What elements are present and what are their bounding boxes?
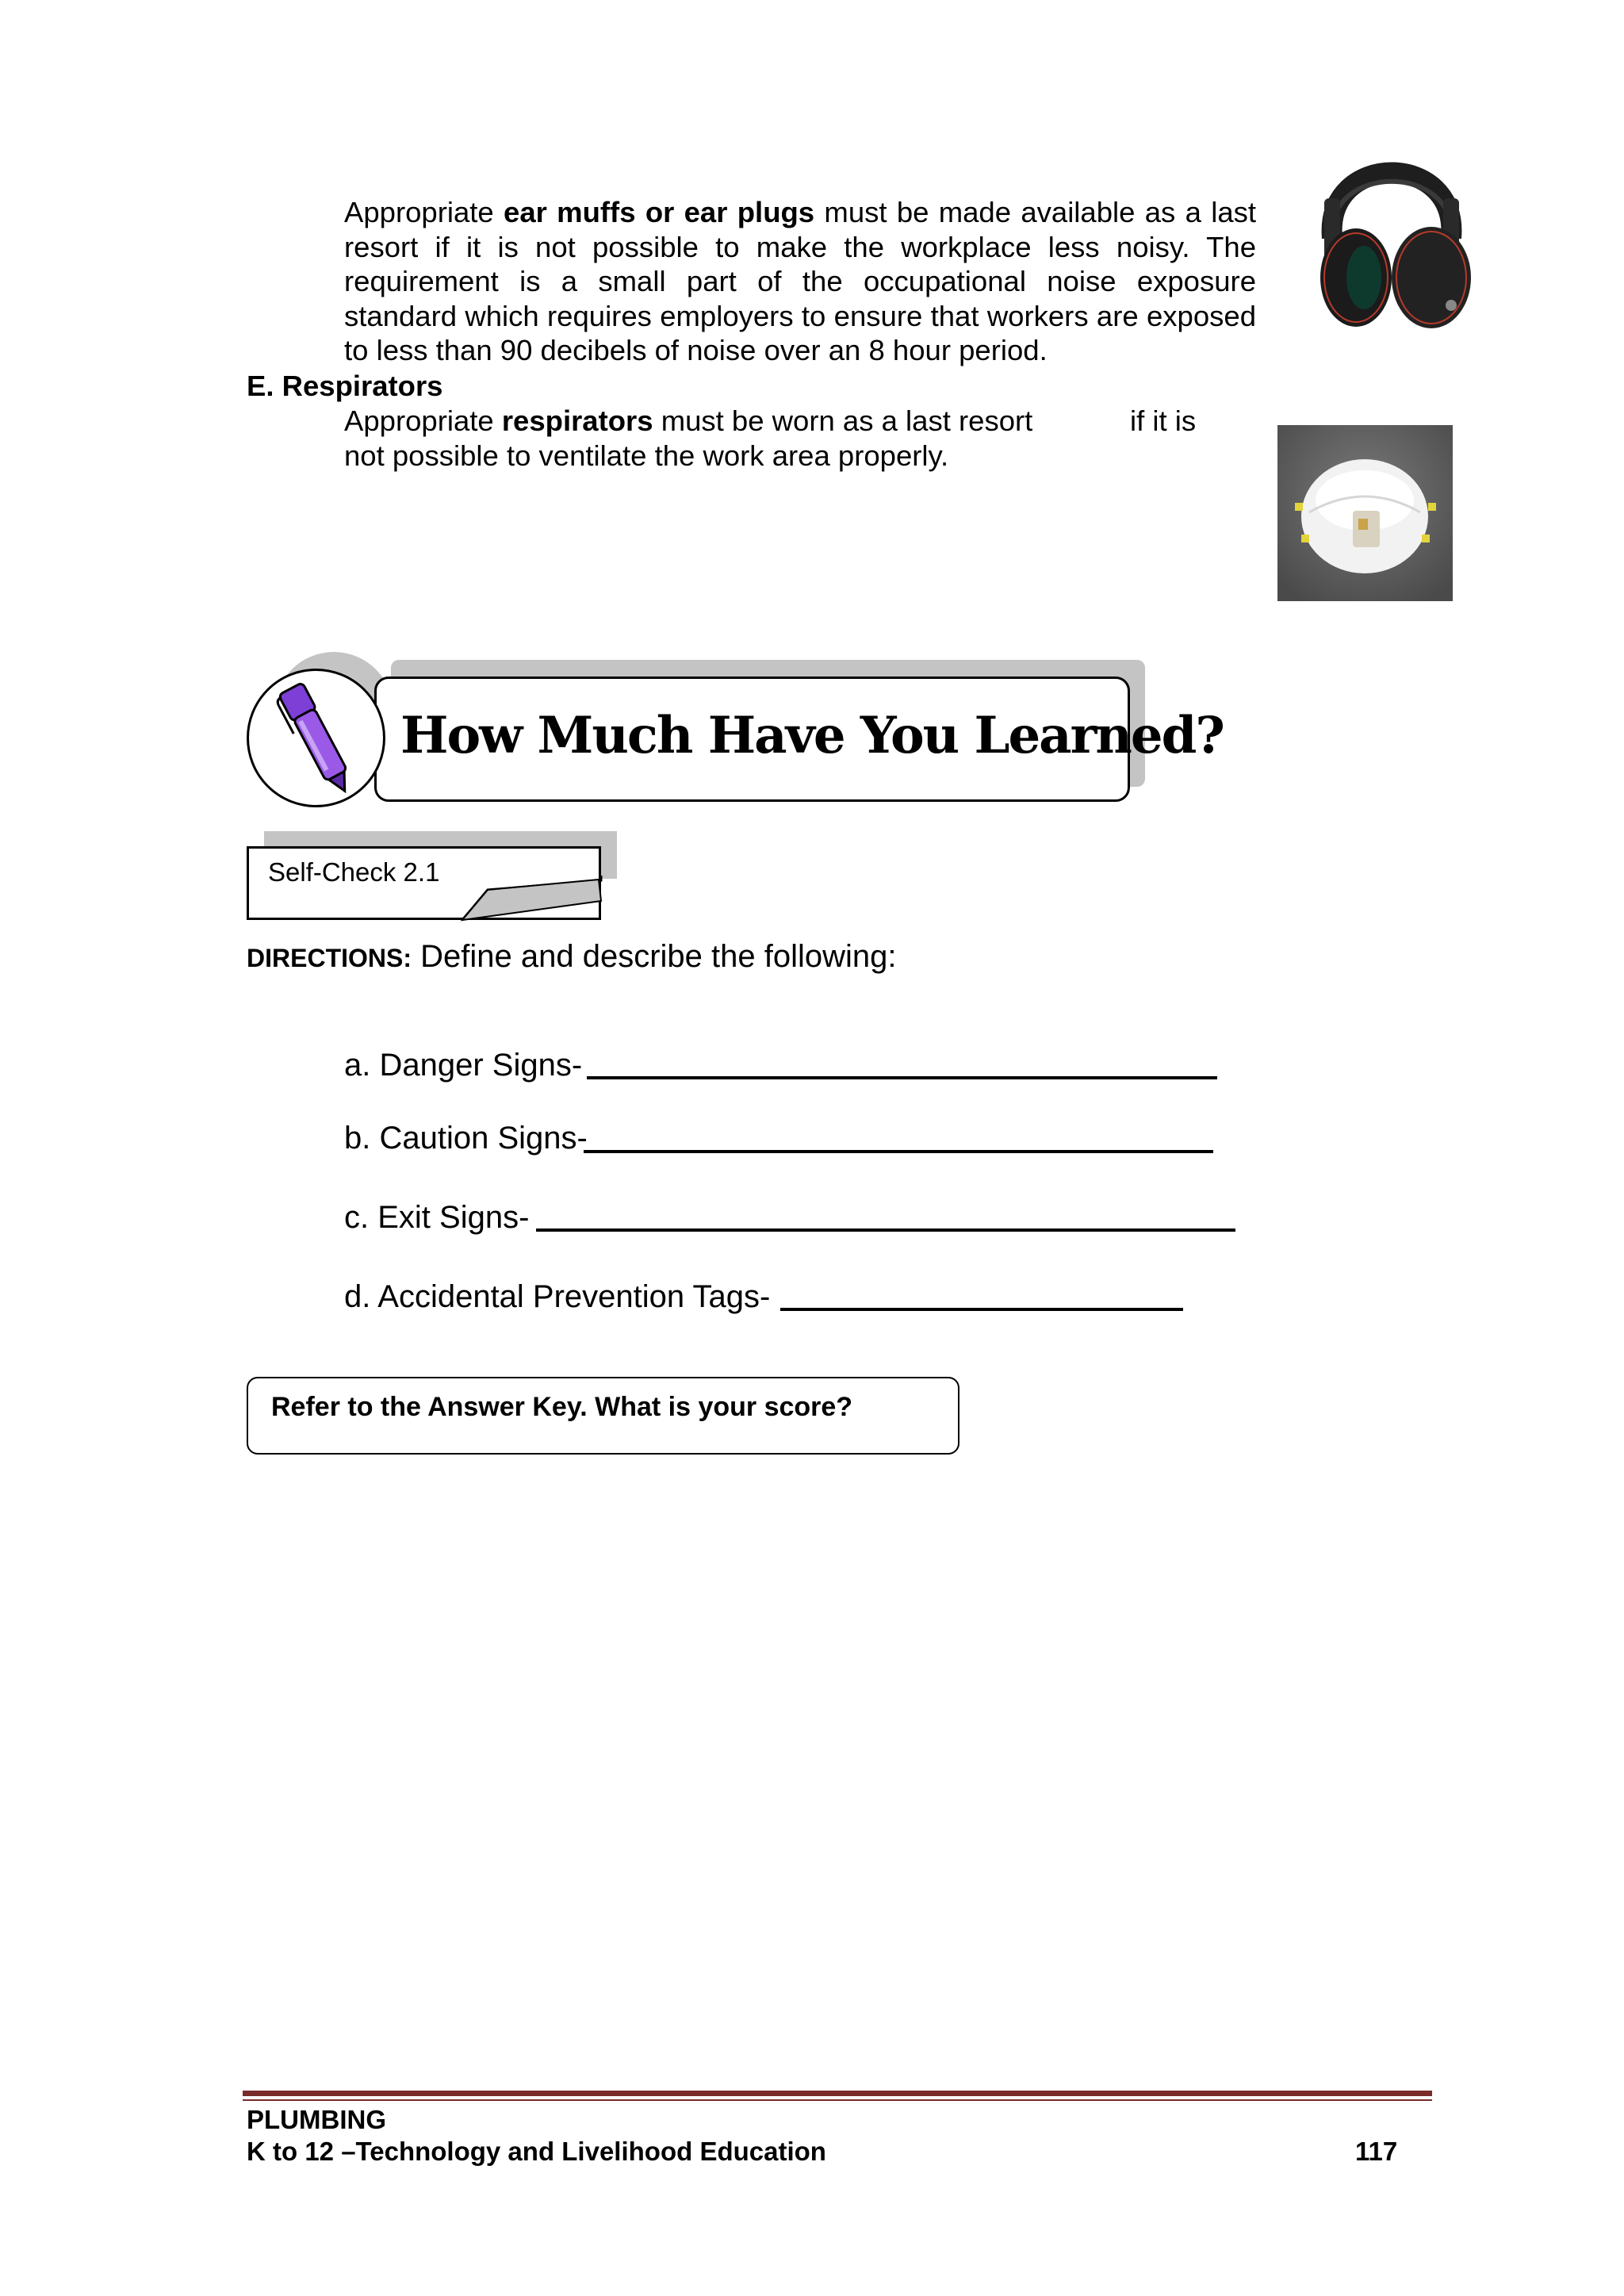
footer-rule-thin [243,2099,1432,2101]
earmuffs-bold-term: ear muffs or ear plugs [504,196,815,228]
directions-label: DIRECTIONS: [247,944,412,972]
question-d: d. Accidental Prevention Tags- [344,1279,771,1314]
question-c: c. Exit Signs- [344,1200,530,1235]
respirators-line-2: not possible to ventilate the work area properly. [344,439,949,472]
page-number: 117 [1355,2137,1398,2166]
earmuffs-paragraph: Appropriate ear muffs or ear plugs must be made available as a last resort if it is not possible to make the workplace less noisy. The requirement is a small part of the occupational noise exposure standard which requires employers to ensure that workers are exposed to less than 90 decibels of noise over an 8 hour period. [344,196,1257,366]
respirators-heading: E. Respirators [247,370,443,402]
directions [247,936,896,979]
answer-line-c[interactable] [536,1228,1235,1232]
score-prompt: Refer to the Answer Key. What is your score? [271,1392,853,1422]
earmuffs-image [1300,119,1483,333]
banner-title: How Much Have You Learned? [400,706,1224,765]
respirators-line-1-tail: if it is [1130,404,1197,437]
pen-icon [274,676,361,803]
question-b: b. Caution Signs- [344,1121,588,1156]
directions-text: Define and describe the following: [412,939,897,974]
respirators-line-1: Appropriate respirators must be worn as a last resort [344,404,1033,437]
answer-line-b[interactable] [584,1150,1213,1153]
page-curl-icon [456,876,603,922]
footer-course: K to 12 –Technology and Livelihood Education [247,2137,826,2166]
answer-line-d[interactable] [780,1308,1183,1311]
answer-line-a[interactable] [587,1076,1217,1079]
respirator-image [1277,425,1453,601]
footer-subject: PLUMBING [247,2105,386,2134]
question-a: a. Danger Signs- [344,1048,583,1083]
self-check-label: Self-Check 2.1 [268,857,440,887]
footer-rule [243,2091,1432,2096]
